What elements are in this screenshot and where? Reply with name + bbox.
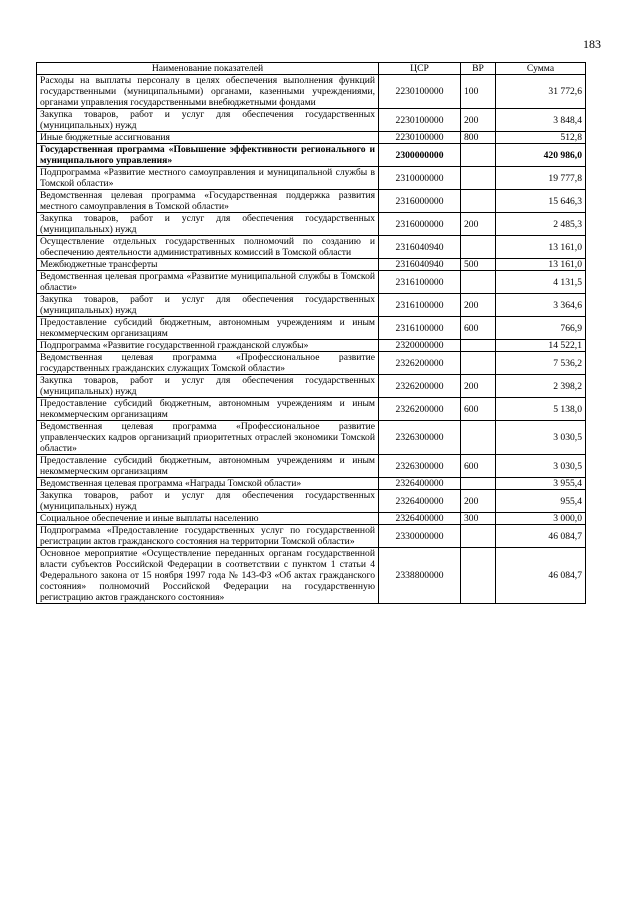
row-name: Ведомственная целевая программа «Профессиональное развитие государственных гражданских служащих Томской области» bbox=[37, 352, 379, 375]
row-sum: 13 161,0 bbox=[496, 259, 586, 271]
table-row bbox=[37, 144, 586, 167]
row-csr: 2326400000 bbox=[379, 478, 461, 490]
row-csr: 2316100000 bbox=[379, 317, 461, 340]
row-name: Социальное обеспечение и иные выплаты населению bbox=[37, 513, 379, 525]
row-sum: 3 848,4 bbox=[496, 109, 586, 132]
row-name: Предоставление субсидий бюджетным, автономным учреждениям и иным некоммерческим организациям bbox=[37, 455, 379, 478]
row-csr: 2316100000 bbox=[379, 294, 461, 317]
header-vr: ВР bbox=[461, 63, 496, 75]
row-name: Закупка товаров, работ и услуг для обеспечения государственных (муниципальных) нужд bbox=[37, 109, 379, 132]
row-vr: 800 bbox=[461, 132, 496, 144]
row-csr: 2316000000 bbox=[379, 190, 461, 213]
row-sum: 3 030,5 bbox=[496, 421, 586, 455]
page-number: 183 bbox=[583, 37, 601, 51]
table-row bbox=[37, 525, 586, 548]
row-csr: 2316040940 bbox=[379, 236, 461, 259]
row-sum: 31 772,6 bbox=[496, 75, 586, 109]
row-vr: 100 bbox=[461, 75, 496, 109]
row-csr: 2326200000 bbox=[379, 352, 461, 375]
row-sum: 3 000,0 bbox=[496, 513, 586, 525]
row-sum: 420 986,0 bbox=[496, 144, 586, 167]
row-name: Закупка товаров, работ и услуг для обеспечения государственных (муниципальных) нужд bbox=[37, 213, 379, 236]
row-name: Закупка товаров, работ и услуг для обеспечения государственных (муниципальных) нужд bbox=[37, 294, 379, 317]
budget-table bbox=[36, 62, 586, 604]
row-csr: 2300000000 bbox=[379, 144, 461, 167]
row-name: Подпрограмма «Предоставление государственных услуг по государственной регистрации актов гражданского состояния на территории Томской области» bbox=[37, 525, 379, 548]
row-vr bbox=[461, 271, 496, 294]
row-vr: 600 bbox=[461, 317, 496, 340]
row-csr: 2326200000 bbox=[379, 375, 461, 398]
row-name: Ведомственная целевая программа «Развитие муниципальной службы в Томской области» bbox=[37, 271, 379, 294]
row-sum: 15 646,3 bbox=[496, 190, 586, 213]
row-csr: 2310000000 bbox=[379, 167, 461, 190]
row-vr bbox=[461, 548, 496, 604]
row-csr: 2326300000 bbox=[379, 421, 461, 455]
table-row bbox=[37, 490, 586, 513]
row-csr: 2316040940 bbox=[379, 259, 461, 271]
row-name: Ведомственная целевая программа «Награды Томской области» bbox=[37, 478, 379, 490]
row-vr bbox=[461, 236, 496, 259]
row-vr: 200 bbox=[461, 213, 496, 236]
table-row bbox=[37, 340, 586, 352]
row-name: Предоставление субсидий бюджетным, автономным учреждениям и иным некоммерческим организациям bbox=[37, 398, 379, 421]
table-row bbox=[37, 317, 586, 340]
row-sum: 3 030,5 bbox=[496, 455, 586, 478]
row-csr: 2338800000 bbox=[379, 548, 461, 604]
row-vr bbox=[461, 525, 496, 548]
row-vr bbox=[461, 421, 496, 455]
row-vr: 500 bbox=[461, 259, 496, 271]
table-row bbox=[37, 213, 586, 236]
row-csr: 2326400000 bbox=[379, 490, 461, 513]
row-name: Подпрограмма «Развитие местного самоуправления и муниципальной службы в Томской области» bbox=[37, 167, 379, 190]
row-name: Государственная программа «Повышение эффективности регионального и муниципального управления» bbox=[37, 144, 379, 167]
row-csr: 2316000000 bbox=[379, 213, 461, 236]
table-row bbox=[37, 271, 586, 294]
row-vr: 200 bbox=[461, 109, 496, 132]
row-vr: 200 bbox=[461, 294, 496, 317]
row-csr: 2326400000 bbox=[379, 513, 461, 525]
row-csr: 2326300000 bbox=[379, 455, 461, 478]
row-vr bbox=[461, 352, 496, 375]
header-sum: Сумма bbox=[496, 63, 586, 75]
row-name: Расходы на выплаты персоналу в целях обеспечения выполнения функций государственными (муниципальными) органами, казенными учреждениями, органами управления государственными внебюджетными фондами bbox=[37, 75, 379, 109]
row-vr: 600 bbox=[461, 455, 496, 478]
table-row bbox=[37, 352, 586, 375]
row-name: Осуществление отдельных государственных полномочий по созданию и обеспечению деятельности административных комиссий в Томской области bbox=[37, 236, 379, 259]
row-vr: 200 bbox=[461, 490, 496, 513]
row-vr bbox=[461, 340, 496, 352]
row-sum: 766,9 bbox=[496, 317, 586, 340]
row-sum: 46 084,7 bbox=[496, 525, 586, 548]
row-csr: 2230100000 bbox=[379, 75, 461, 109]
row-csr: 2230100000 bbox=[379, 132, 461, 144]
row-sum: 2 485,3 bbox=[496, 213, 586, 236]
table-row bbox=[37, 455, 586, 478]
table-row bbox=[37, 294, 586, 317]
table-row bbox=[37, 375, 586, 398]
row-sum: 3 955,4 bbox=[496, 478, 586, 490]
table-header-row bbox=[37, 63, 586, 75]
row-name: Иные бюджетные ассигнования bbox=[37, 132, 379, 144]
row-sum: 4 131,5 bbox=[496, 271, 586, 294]
row-sum: 512,8 bbox=[496, 132, 586, 144]
row-name: Основное мероприятие «Осуществление переданных органам государственной власти субъектов Российской Федерации в соответствии с пунктом 1 статьи 4 Федерального закона от 15 ноября 1997 года № 143-ФЗ «Об актах гражданского состояния» полномочий Российской Федерации на государственную регистрацию актов гражданского состояния» bbox=[37, 548, 379, 604]
row-vr bbox=[461, 167, 496, 190]
table-row bbox=[37, 167, 586, 190]
row-sum: 14 522,1 bbox=[496, 340, 586, 352]
row-vr bbox=[461, 478, 496, 490]
row-sum: 955,4 bbox=[496, 490, 586, 513]
row-name: Закупка товаров, работ и услуг для обеспечения государственных (муниципальных) нужд bbox=[37, 375, 379, 398]
table-row bbox=[37, 478, 586, 490]
row-csr: 2330000000 bbox=[379, 525, 461, 548]
row-sum: 5 138,0 bbox=[496, 398, 586, 421]
table-row bbox=[37, 421, 586, 455]
row-name: Закупка товаров, работ и услуг для обеспечения государственных (муниципальных) нужд bbox=[37, 490, 379, 513]
row-vr bbox=[461, 144, 496, 167]
row-name: Ведомственная целевая программа «Профессиональное развитие управленческих кадров организаций приоритетных отраслей экономики Томской области» bbox=[37, 421, 379, 455]
row-sum: 19 777,8 bbox=[496, 167, 586, 190]
row-sum: 46 084,7 bbox=[496, 548, 586, 604]
row-vr: 200 bbox=[461, 375, 496, 398]
row-vr: 300 bbox=[461, 513, 496, 525]
row-vr bbox=[461, 190, 496, 213]
header-csr: ЦСР bbox=[379, 63, 461, 75]
row-sum: 2 398,2 bbox=[496, 375, 586, 398]
row-name: Подпрограмма «Развитие государственной гражданской службы» bbox=[37, 340, 379, 352]
row-csr: 2320000000 bbox=[379, 340, 461, 352]
row-name: Предоставление субсидий бюджетным, автономным учреждениям и иным некоммерческим организациям bbox=[37, 317, 379, 340]
table-row bbox=[37, 109, 586, 132]
row-csr: 2230100000 bbox=[379, 109, 461, 132]
row-sum: 7 536,2 bbox=[496, 352, 586, 375]
row-vr: 600 bbox=[461, 398, 496, 421]
row-csr: 2326200000 bbox=[379, 398, 461, 421]
row-sum: 13 161,0 bbox=[496, 236, 586, 259]
table-row bbox=[37, 132, 586, 144]
row-sum: 3 364,6 bbox=[496, 294, 586, 317]
table-row bbox=[37, 513, 586, 525]
table-row bbox=[37, 236, 586, 259]
row-name: Межбюджетные трансферты bbox=[37, 259, 379, 271]
table-row bbox=[37, 259, 586, 271]
table-row bbox=[37, 398, 586, 421]
row-csr: 2316100000 bbox=[379, 271, 461, 294]
header-name: Наименование показателей bbox=[37, 63, 379, 75]
table-row bbox=[37, 75, 586, 109]
table-row bbox=[37, 190, 586, 213]
table-row bbox=[37, 548, 586, 604]
row-name: Ведомственная целевая программа «Государственная поддержка развития местного самоуправления в Томской области» bbox=[37, 190, 379, 213]
table-body bbox=[37, 75, 586, 604]
